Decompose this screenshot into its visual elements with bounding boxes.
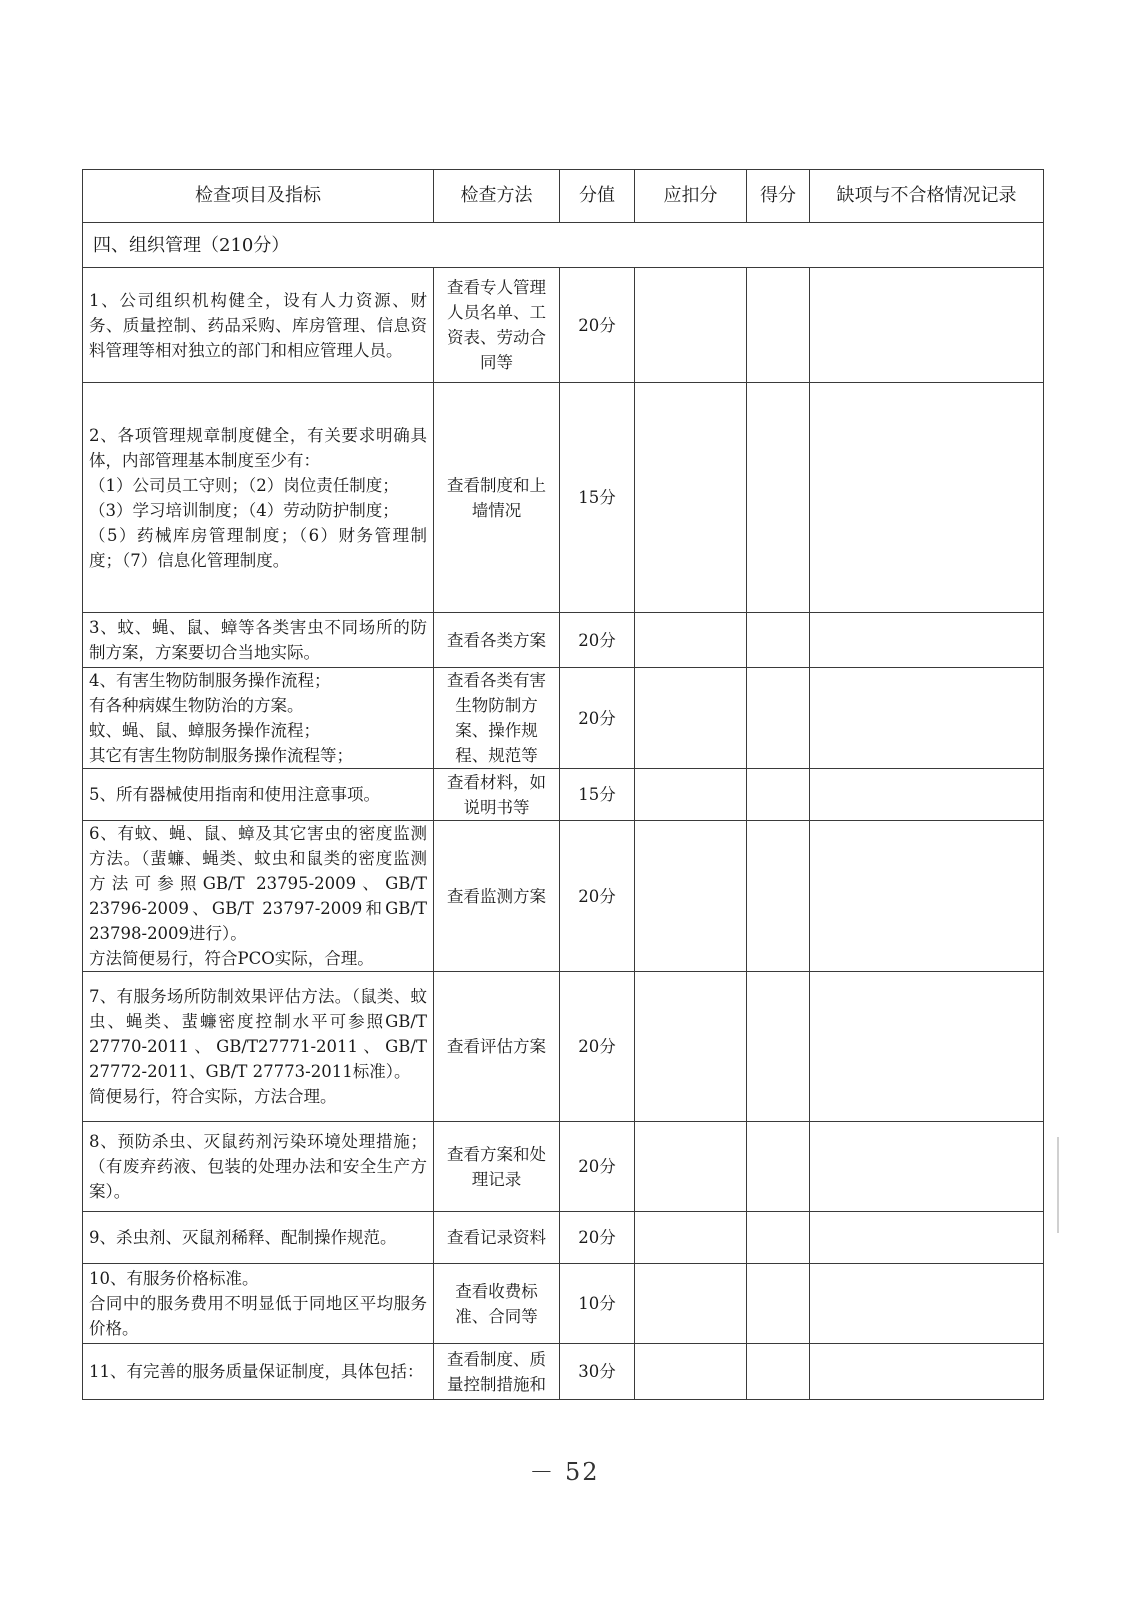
check-item-line: （3）学习培训制度；（4）劳动防护制度； [89,500,399,520]
record-cell[interactable] [810,1264,1044,1344]
check-item [83,1344,434,1400]
deduct-cell[interactable] [635,821,747,972]
check-item [83,769,434,821]
deduct-cell[interactable] [635,668,747,769]
record-cell[interactable] [810,613,1044,668]
check-item [83,613,434,668]
got-cell[interactable] [747,613,810,668]
score-value: 20分 [560,268,635,383]
got-cell[interactable] [747,1264,810,1344]
table-row [83,268,1044,383]
got-cell[interactable] [747,1122,810,1212]
got-cell[interactable] [747,1212,810,1264]
check-item [83,972,434,1122]
check-item-line: 5、所有器械使用指南和使用注意事项。 [89,785,380,804]
got-cell[interactable] [747,1344,810,1400]
table-row [83,383,1044,613]
table-row [83,821,1044,972]
deduct-cell[interactable] [635,268,747,383]
check-item [83,268,434,383]
check-item-line: 1、公司组织机构健全，设有人力资源、财务、质量控制、药品采购、库房管理、信息资料管理等相对独立的部门和相应管理人员。 [89,290,427,360]
record-cell[interactable] [810,268,1044,383]
table-row [83,1122,1044,1212]
check-item-line: 11、有完善的服务质量保证制度，具体包括： [89,1362,424,1381]
table-row [83,972,1044,1122]
table-row [83,769,1044,821]
record-cell[interactable] [810,1344,1044,1400]
check-item-line: 2、各项管理规章制度健全，有关要求明确具体，内部管理基本制度至少有： [89,425,427,470]
check-item-line: 其它有害生物防制服务操作流程等； [89,746,353,765]
deduct-cell[interactable] [635,1264,747,1344]
deduct-cell[interactable] [635,1122,747,1212]
score-value: 20分 [560,1122,635,1212]
check-method: 查看评估方案 [434,972,560,1122]
check-method: 查看记录资料 [434,1212,560,1264]
section-row [83,223,1044,268]
score-value: 20分 [560,613,635,668]
record-cell[interactable] [810,769,1044,821]
check-method: 查看各类有害生物防制方案、操作规程、规范等 [434,668,560,769]
check-item-line: 方法简便易行，符合PCO实际，合理。 [89,949,374,968]
check-item [83,383,434,613]
check-method: 查看各类方案 [434,613,560,668]
section-title: 四、组织管理（210分） [83,223,1044,268]
check-item-line: （5）药械库房管理制度；（6）财务管理制度；（7）信息化管理制度。 [89,525,427,570]
deduct-cell[interactable] [635,1344,747,1400]
table-row [83,1212,1044,1264]
check-item-line: 有各种病媒生物防治的方案。 [89,696,304,715]
check-item [83,668,434,769]
header-method: 检查方法 [434,170,560,223]
check-item-line: 3、蚊、蝇、鼠、蟑等各类害虫不同场所的防制方案，方案要切合当地实际。 [89,618,427,662]
table-row [83,613,1044,668]
score-value: 15分 [560,383,635,613]
deduct-cell[interactable] [635,383,747,613]
deduct-cell[interactable] [635,1212,747,1264]
got-cell[interactable] [747,668,810,769]
got-cell[interactable] [747,383,810,613]
record-cell[interactable] [810,821,1044,972]
record-cell[interactable] [810,1212,1044,1264]
header-got: 得分 [747,170,810,223]
score-value: 20分 [560,1212,635,1264]
check-item [83,1264,434,1344]
deduct-cell[interactable] [635,769,747,821]
check-item [83,1212,434,1264]
check-item [83,821,434,972]
table-row [83,1344,1044,1400]
score-value: 20分 [560,821,635,972]
check-item-line: 简便易行，符合实际，方法合理。 [89,1087,337,1106]
check-method: 查看专人管理人员名单、工资表、劳动合同等 [434,268,560,383]
header-row [83,170,1044,223]
check-method: 查看收费标准、合同等 [434,1264,560,1344]
header-score: 分值 [560,170,635,223]
table-row [83,668,1044,769]
record-cell[interactable] [810,972,1044,1122]
header-deduct: 应扣分 [635,170,747,223]
check-method: 查看监测方案 [434,821,560,972]
header-item: 检查项目及指标 [83,170,434,223]
check-item-line: 8、预防杀虫、灭鼠药剂污染环境处理措施；（有废弃药液、包装的处理办法和安全生产方案）。 [89,1132,427,1201]
got-cell[interactable] [747,268,810,383]
score-value: 20分 [560,668,635,769]
check-item-line: 蚊、蝇、鼠、蟑服务操作流程； [89,721,320,740]
got-cell[interactable] [747,769,810,821]
record-cell[interactable] [810,1122,1044,1212]
deduct-cell[interactable] [635,972,747,1122]
check-method: 查看方案和处理记录 [434,1122,560,1212]
table-row [83,1264,1044,1344]
check-item-line: 4、有害生物防制服务操作流程； [89,671,331,690]
scan-artifact [1057,1137,1059,1233]
inspection-table [82,169,1044,1400]
check-item-line: 6、有蚊、蝇、鼠、蟑及其它害虫的密度监测方法。（蜚蠊、蝇类、蚊虫和鼠类的密度监测方法可参照GB/T 23795-2009、GB/T 23796-2009、GB/T 23797-2009和GB/T 23798-2009进行）。 [89,824,427,943]
got-cell[interactable] [747,821,810,972]
score-value: 20分 [560,972,635,1122]
got-cell[interactable] [747,972,810,1122]
record-cell[interactable] [810,668,1044,769]
header-record: 缺项与不合格情况记录 [810,170,1044,223]
check-item-line: （1）公司员工守则；（2）岗位责任制度； [89,475,399,495]
check-item-line: 9、杀虫剂、灭鼠剂稀释、配制操作规范。 [89,1228,397,1247]
check-item-line: 10、有服务价格标准。 [89,1269,259,1288]
check-item-line: 合同中的服务费用不明显低于同地区平均服务价格。 [89,1294,427,1338]
check-method: 查看制度和上墙情况 [434,383,560,613]
check-method: 查看材料，如说明书等 [434,769,560,821]
record-cell[interactable] [810,383,1044,613]
score-value: 30分 [560,1344,635,1400]
check-method: 查看制度、质量控制措施和 [434,1344,560,1400]
deduct-cell[interactable] [635,613,747,668]
score-value: 10分 [560,1264,635,1344]
score-value: 15分 [560,769,635,821]
check-item [83,1122,434,1212]
page-number: － 52 [529,1458,600,1486]
check-item-line: 7、有服务场所防制效果评估方法。（鼠类、蚊虫、蝇类、蜚蠊密度控制水平可参照GB/T 27770-2011、GB/T27771-2011、GB/T 27772-2011、GB/T 27773-2011标准）。 [89,987,427,1081]
